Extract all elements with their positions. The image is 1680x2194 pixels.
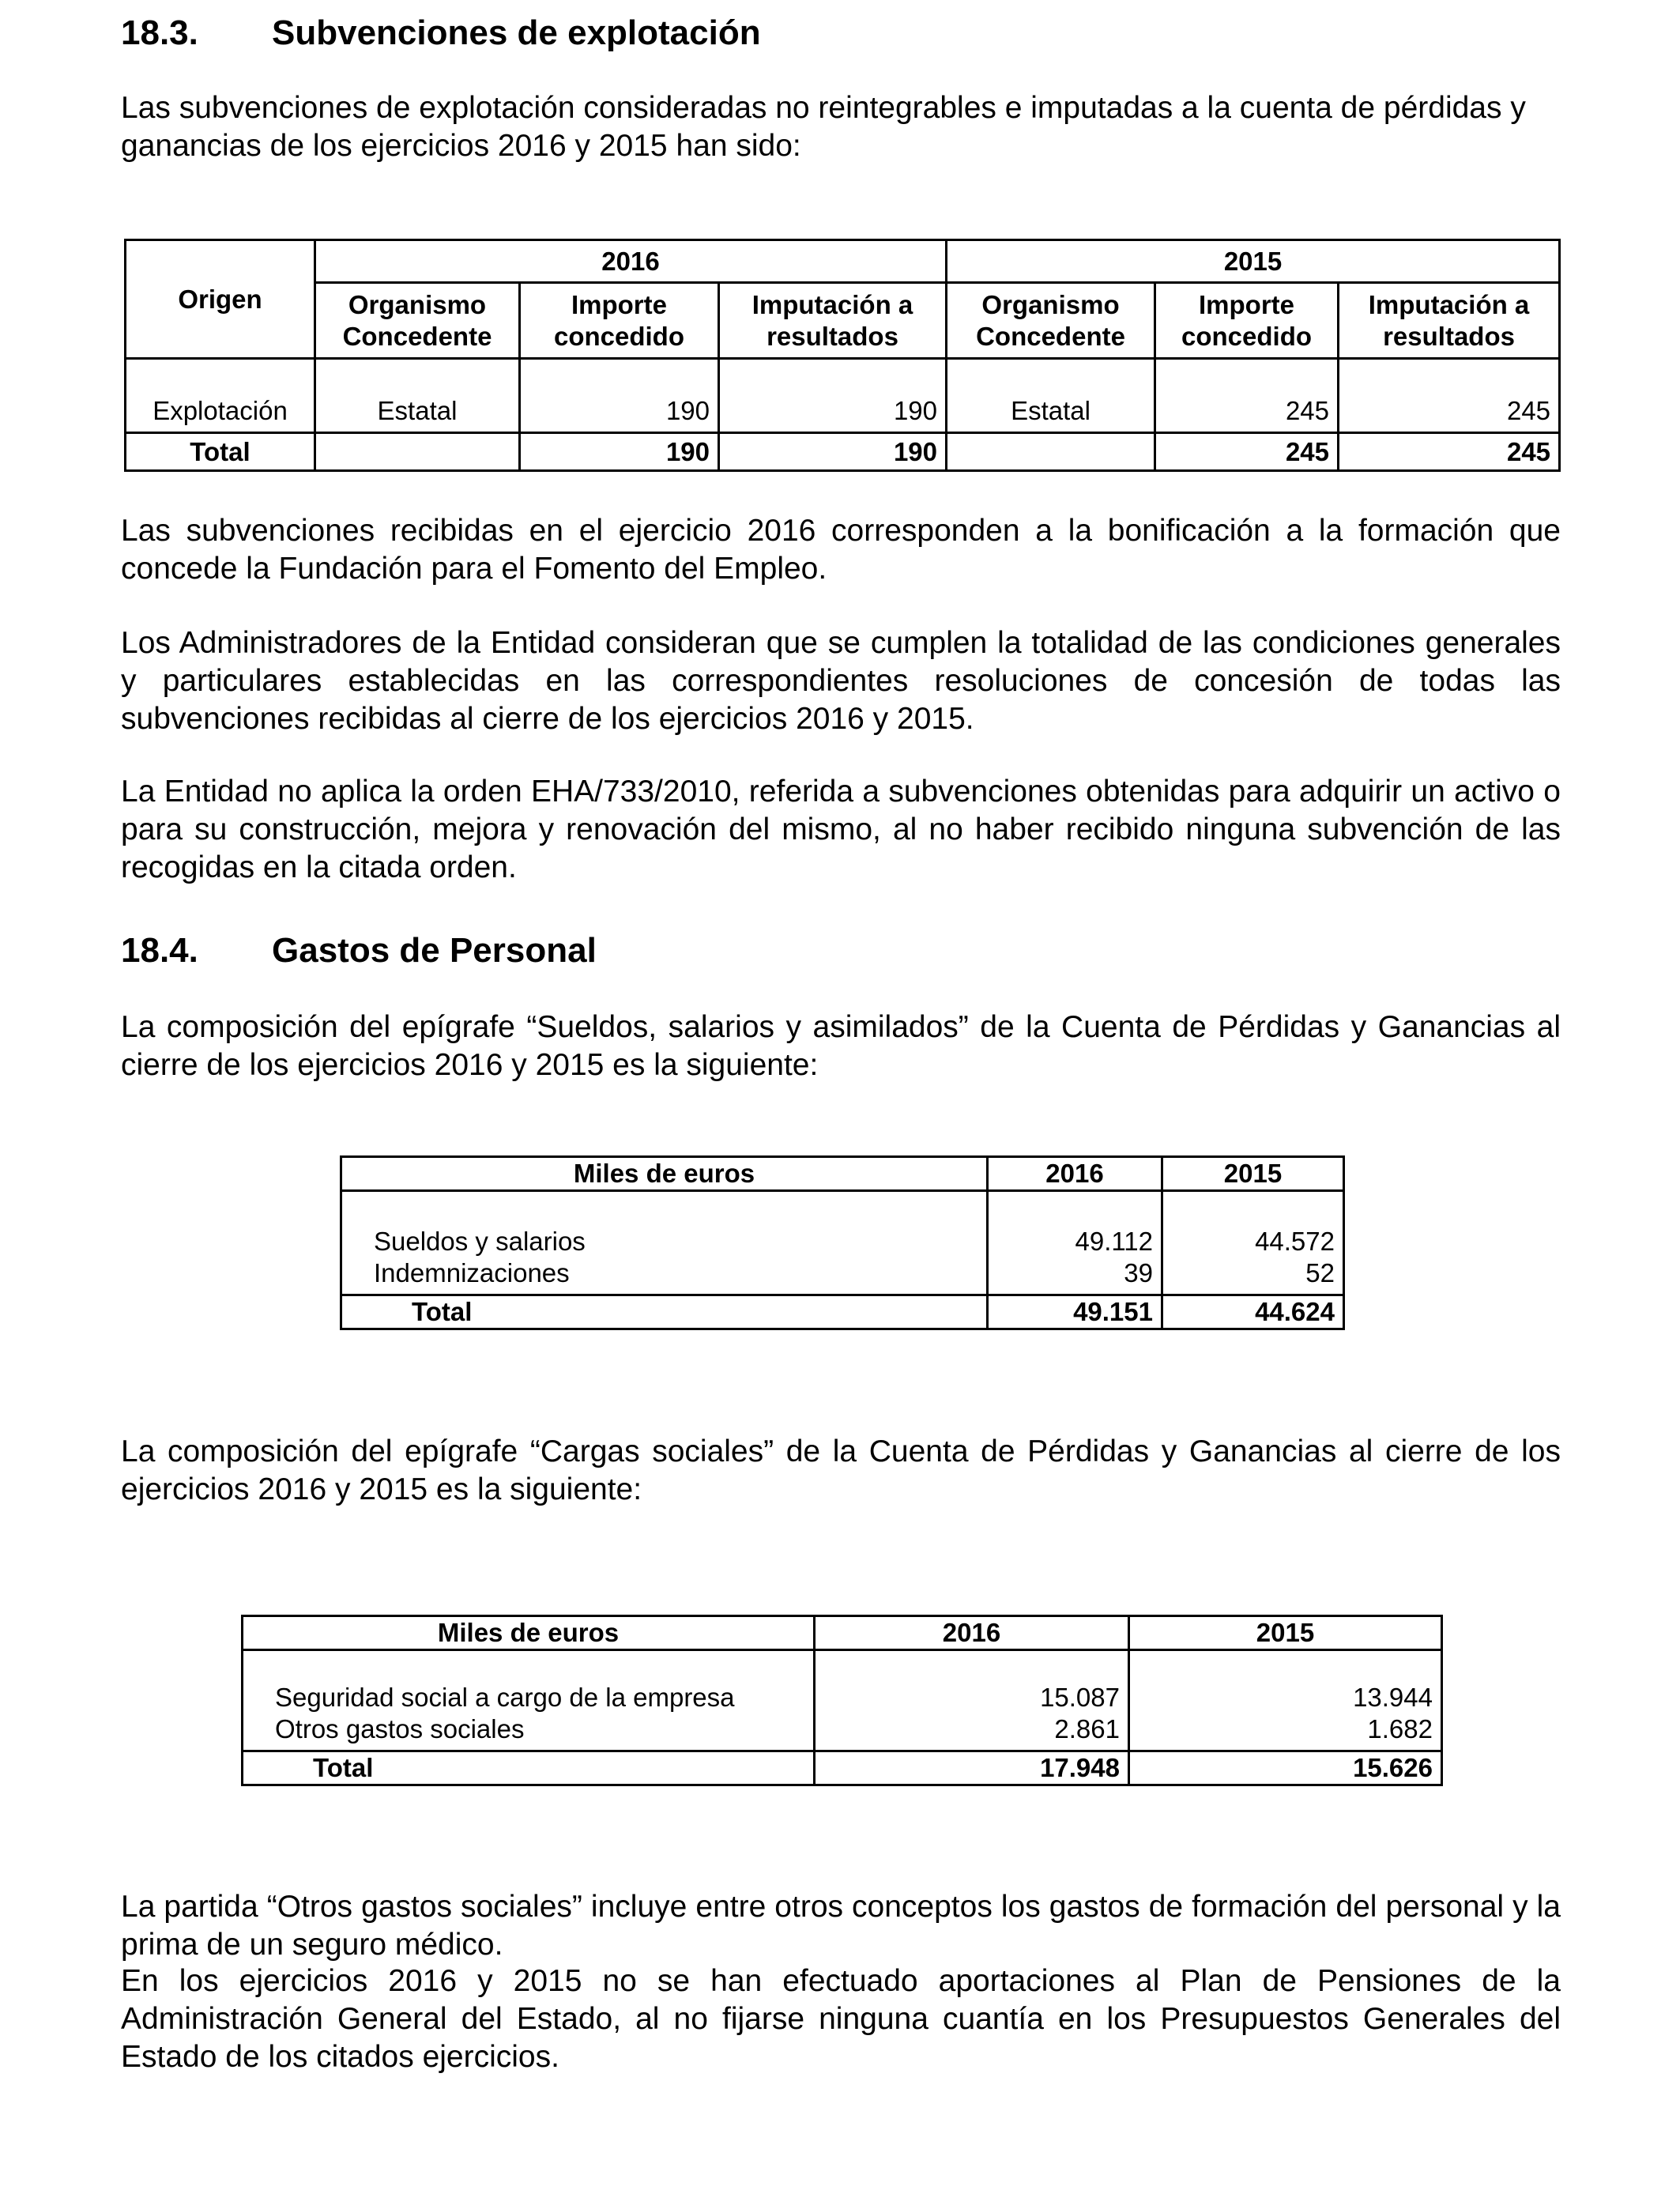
paragraph: La partida “Otros gastos sociales” incluye entre otros conceptos los gastos de formación del personal y la prima de un seguro médico. (121, 1890, 1561, 1962)
total-label: Total (126, 433, 315, 471)
paragraph: En los ejercicios 2016 y 2015 no se han efectuado aportaciones al Plan de Pensiones de la Administración General del Estado, al no fijarse ninguna cuantía en los Presupuestos Generales del Estado de los citados ejercicios. (121, 1964, 1561, 2074)
organismo-header: Organismo Concedente (315, 283, 520, 359)
total-cell: 245 (1339, 433, 1560, 471)
total-cell: 190 (520, 433, 719, 471)
year-2015-header: 2015 (1162, 1157, 1344, 1191)
year-2016-header: 2016 (315, 240, 947, 283)
paragraph: Los Administradores de la Entidad consideran que se cumplen la totalidad de las condiciones generales y particulares establecidas en las correspondientes resoluciones de concesión de todas las subvenciones recibidas al cierre de los ejercicios 2016 y 2015. (121, 626, 1561, 736)
organismo-cell: Estatal (315, 359, 520, 433)
year-2015-header: 2015 (1129, 1616, 1442, 1650)
section-heading-18-3 (121, 13, 761, 52)
empty-cell (947, 433, 1155, 471)
value-2015-cell: 44.572 52 (1162, 1191, 1344, 1295)
section-title: Subvenciones de explotación (272, 13, 761, 52)
year-2016-header: 2016 (988, 1157, 1162, 1191)
origen-header: Origen (126, 240, 315, 359)
total-label: Total (243, 1751, 815, 1785)
table-row (341, 1191, 1344, 1295)
cargas-table (241, 1615, 1443, 1786)
importe-header: Importe concedido (1155, 283, 1339, 359)
total-cell: 15.626 (1129, 1751, 1442, 1785)
section-number: 18.3. (121, 13, 198, 52)
imputacion-header: Imputación a resultados (719, 283, 947, 359)
miles-euros-header: Miles de euros (243, 1616, 815, 1650)
total-row (341, 1295, 1344, 1329)
year-2016-header: 2016 (815, 1616, 1129, 1650)
total-row (243, 1751, 1442, 1785)
concept-cell: Sueldos y salarios Indemnizaciones (341, 1191, 988, 1295)
imputacion-cell: 245 (1339, 359, 1560, 433)
empty-cell (315, 433, 520, 471)
section-title: Gastos de Personal (272, 931, 597, 970)
origen-cell: Explotación (126, 359, 315, 433)
imputacion-cell: 190 (719, 359, 947, 433)
table-row (126, 359, 1560, 433)
total-cell: 44.624 (1162, 1295, 1344, 1329)
subvenciones-table (124, 239, 1561, 472)
paragraph: La Entidad no aplica la orden EHA/733/2010, referida a subvenciones obtenidas para adquirir un activo o para su construcción, mejora y renovación del mismo, al no haber recibido ninguna subvención de las recogidas en la citada orden. (121, 775, 1561, 884)
value-2016-cell: 49.112 39 (988, 1191, 1162, 1295)
paragraph: Las subvenciones recibidas en el ejercicio 2016 corresponden a la bonificación a la formación que concede la Fundación para el Fomento del Empleo. (121, 514, 1561, 586)
total-cell: 245 (1155, 433, 1339, 471)
importe-header: Importe concedido (520, 283, 719, 359)
sueldos-intro: La composición del epígrafe “Sueldos, salarios y asimilados” de la Cuenta de Pérdidas y Ganancias al cierre de los ejercicios 2016 y 2015 es la siguiente: (121, 1010, 1561, 1082)
section-heading-18-4 (121, 933, 597, 968)
importe-cell: 190 (520, 359, 719, 433)
imputacion-header: Imputación a resultados (1339, 283, 1560, 359)
sueldos-table (340, 1155, 1345, 1330)
organismo-header: Organismo Concedente (947, 283, 1155, 359)
section-number: 18.4. (121, 931, 198, 970)
year-2015-header: 2015 (947, 240, 1560, 283)
cargas-intro: La composición del epígrafe “Cargas sociales” de la Cuenta de Pérdidas y Ganancias al cierre de los ejercicios 2016 y 2015 es la siguiente: (121, 1434, 1561, 1506)
importe-cell: 245 (1155, 359, 1339, 433)
subvenciones-intro: Las subvenciones de explotación consideradas no reintegrables e imputadas a la cuenta de pérdidas y ganancias de los ejercicios 2016 y 2015 han sido: (121, 91, 1526, 163)
total-cell: 190 (719, 433, 947, 471)
organismo-cell: Estatal (947, 359, 1155, 433)
total-label: Total (341, 1295, 988, 1329)
value-2015-cell: 13.944 1.682 (1129, 1650, 1442, 1751)
table-row (243, 1650, 1442, 1751)
total-row (126, 433, 1560, 471)
total-cell: 49.151 (988, 1295, 1162, 1329)
value-2016-cell: 15.087 2.861 (815, 1650, 1129, 1751)
total-cell: 17.948 (815, 1751, 1129, 1785)
miles-euros-header: Miles de euros (341, 1157, 988, 1191)
concept-cell: Seguridad social a cargo de la empresa Otros gastos sociales (243, 1650, 815, 1751)
